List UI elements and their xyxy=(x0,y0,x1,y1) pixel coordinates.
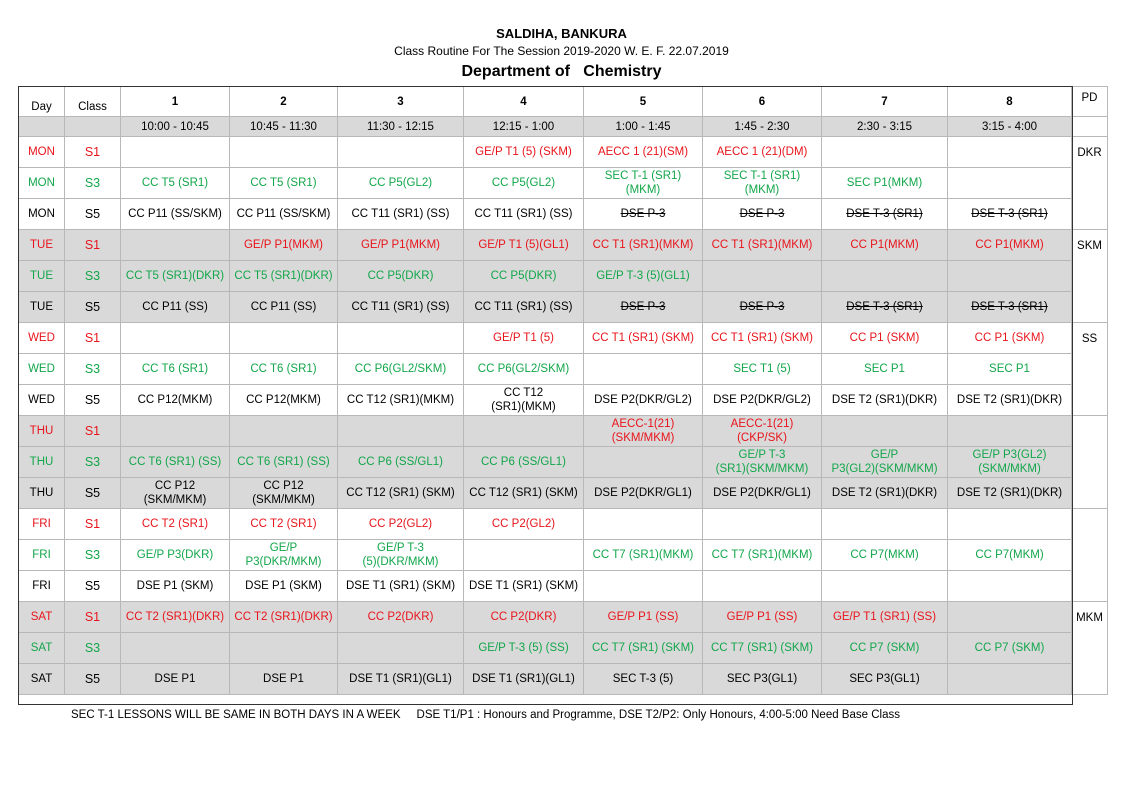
schedule-row xyxy=(19,664,1108,695)
class-cell: S1 xyxy=(65,416,121,447)
schedule-cell: CC P6 (SS/GL1) xyxy=(338,447,464,478)
schedule-cell: CC P1(MKM) xyxy=(822,230,948,261)
schedule-cell: CC P2(DKR) xyxy=(464,602,584,633)
class-cell: S1 xyxy=(65,509,121,540)
schedule-cell xyxy=(230,633,338,664)
day-cell: THU xyxy=(19,478,65,509)
schedule-cell xyxy=(584,509,703,540)
schedule-cell: DSE P2(DKR/GL2) xyxy=(584,385,703,416)
schedule-cell: CC P6(GL2/SKM) xyxy=(464,354,584,385)
class-cell: S1 xyxy=(65,323,121,354)
schedule-cell xyxy=(338,633,464,664)
schedule-cell xyxy=(121,633,230,664)
pd-column-header: PD xyxy=(1072,87,1108,117)
schedule-cell xyxy=(948,416,1072,447)
schedule-cell: CC T7 (SR1) (SKM) xyxy=(703,633,822,664)
schedule-cell: CC P5(GL2) xyxy=(338,168,464,199)
day-cell: WED xyxy=(19,354,65,385)
schedule-cell: GE/P T-3 (SR1)(SKM/MKM) xyxy=(703,447,822,478)
schedule-cell: SEC P3(GL1) xyxy=(703,664,822,695)
class-cell: S5 xyxy=(65,292,121,323)
schedule-cell xyxy=(338,323,464,354)
schedule-cell: CC P7(MKM) xyxy=(948,540,1072,571)
schedule-cell: GE/P T1 (5)(GL1) xyxy=(464,230,584,261)
schedule-cell: CC T12 (SR1)(MKM) xyxy=(464,385,584,416)
schedule-cell xyxy=(584,447,703,478)
class-cell: S3 xyxy=(65,540,121,571)
schedule-cell: GE/P T1 (5) xyxy=(464,323,584,354)
schedule-row xyxy=(19,571,1108,602)
schedule-cell: SEC P1 xyxy=(822,354,948,385)
period-header-row xyxy=(19,87,1108,117)
schedule-cell: DSE T2 (SR1)(DKR) xyxy=(822,385,948,416)
schedule-cell: CC T7 (SR1)(MKM) xyxy=(703,540,822,571)
day-column-header: Day xyxy=(19,87,65,117)
schedule-cell: DSE T1 (SR1)(GL1) xyxy=(338,664,464,695)
class-cell: S3 xyxy=(65,168,121,199)
schedule-cell xyxy=(822,416,948,447)
schedule-cell: GE/P T1 (5) (SKM) xyxy=(464,137,584,168)
schedule-cell: GE/P P1 (SS) xyxy=(584,602,703,633)
day-cell: THU xyxy=(19,447,65,478)
schedule-cell: CC P5(DKR) xyxy=(464,261,584,292)
class-column-header: Class xyxy=(65,87,121,117)
schedule-cell xyxy=(822,137,948,168)
schedule-cell: CC P12 (SKM/MKM) xyxy=(121,478,230,509)
schedule-cell xyxy=(584,354,703,385)
schedule-cell xyxy=(121,416,230,447)
schedule-cell: DSE P-3 xyxy=(703,199,822,230)
schedule-cell: SEC P1 xyxy=(948,354,1072,385)
schedule-cell: GE/P P1(MKM) xyxy=(338,230,464,261)
schedule-cell xyxy=(822,509,948,540)
schedule-row xyxy=(19,509,1108,540)
schedule-cell: DSE T-3 (SR1) xyxy=(822,199,948,230)
schedule-cell: CC T1 (SR1)(MKM) xyxy=(584,230,703,261)
day-cell: FRI xyxy=(19,509,65,540)
schedule-cell xyxy=(703,571,822,602)
time-slot-row xyxy=(19,117,1108,137)
class-routine-table xyxy=(18,86,1108,695)
period-header: 7 xyxy=(822,87,948,117)
schedule-cell: CC T5 (SR1)(DKR) xyxy=(230,261,338,292)
schedule-cell: CC T6 (SR1) xyxy=(121,354,230,385)
time-slot: 10:45 - 11:30 xyxy=(230,117,338,137)
schedule-cell: DSE T-3 (SR1) xyxy=(822,292,948,323)
schedule-cell: DSE T1 (SR1)(GL1) xyxy=(464,664,584,695)
time-row-pd-blank xyxy=(1072,117,1108,137)
schedule-cell: DSE T-3 (SR1) xyxy=(948,292,1072,323)
schedule-cell: SEC T1 (5) xyxy=(703,354,822,385)
day-cell: SAT xyxy=(19,633,65,664)
schedule-cell xyxy=(822,571,948,602)
class-cell: S5 xyxy=(65,664,121,695)
schedule-cell xyxy=(464,416,584,447)
schedule-cell: GE/P P1(MKM) xyxy=(230,230,338,261)
schedule-cell: CC T1 (SR1) (SKM) xyxy=(584,323,703,354)
day-cell: MON xyxy=(19,168,65,199)
schedule-cell: CC P6(GL2/SKM) xyxy=(338,354,464,385)
schedule-cell: DSE T1 (SR1) (SKM) xyxy=(338,571,464,602)
schedule-cell: AECC 1 (21)(SM) xyxy=(584,137,703,168)
schedule-cell: AECC-1(21) (SKM/MKM) xyxy=(584,416,703,447)
institution-title: SALDIHA, BANKURA xyxy=(496,26,627,41)
schedule-cell: CC P5(GL2) xyxy=(464,168,584,199)
schedule-cell xyxy=(584,571,703,602)
class-cell: S1 xyxy=(65,230,121,261)
schedule-row xyxy=(19,168,1108,199)
schedule-cell: CC T2 (SR1)(DKR) xyxy=(230,602,338,633)
period-header: 1 xyxy=(121,87,230,117)
schedule-row xyxy=(19,261,1108,292)
schedule-row xyxy=(19,292,1108,323)
day-cell: THU xyxy=(19,416,65,447)
schedule-cell: AECC-1(21) (CKP/SK) xyxy=(703,416,822,447)
schedule-cell: CC P5(DKR) xyxy=(338,261,464,292)
schedule-cell: DSE T-3 (SR1) xyxy=(948,199,1072,230)
schedule-cell xyxy=(948,509,1072,540)
schedule-cell xyxy=(338,416,464,447)
schedule-cell: DSE P1 (SKM) xyxy=(230,571,338,602)
schedule-cell: CC T11 (SR1) (SS) xyxy=(464,292,584,323)
schedule-row xyxy=(19,354,1108,385)
schedule-cell: CC T11 (SR1) (SS) xyxy=(464,199,584,230)
schedule-row xyxy=(19,540,1108,571)
schedule-cell: SEC T-1 (SR1) (MKM) xyxy=(703,168,822,199)
schedule-cell: CC T7 (SR1)(MKM) xyxy=(584,540,703,571)
schedule-cell: DSE T2 (SR1)(DKR) xyxy=(948,385,1072,416)
time-row-blank xyxy=(19,117,65,137)
day-cell: SAT xyxy=(19,664,65,695)
schedule-cell: CC P11 (SS/SKM) xyxy=(121,199,230,230)
day-cell: FRI xyxy=(19,540,65,571)
schedule-cell xyxy=(948,571,1072,602)
day-cell: WED xyxy=(19,385,65,416)
schedule-cell: CC P12 (SKM/MKM) xyxy=(230,478,338,509)
schedule-cell xyxy=(948,261,1072,292)
schedule-cell: CC T11 (SR1) (SS) xyxy=(338,199,464,230)
schedule-cell xyxy=(121,137,230,168)
schedule-row xyxy=(19,385,1108,416)
period-header: 5 xyxy=(584,87,703,117)
period-header: 3 xyxy=(338,87,464,117)
schedule-cell: CC T5 (SR1) xyxy=(121,168,230,199)
schedule-cell xyxy=(948,602,1072,633)
schedule-cell: CC T5 (SR1) xyxy=(230,168,338,199)
day-cell: TUE xyxy=(19,292,65,323)
schedule-cell: CC P2(GL2) xyxy=(464,509,584,540)
schedule-cell: DSE T2 (SR1)(DKR) xyxy=(822,478,948,509)
schedule-cell xyxy=(703,261,822,292)
period-header: 4 xyxy=(464,87,584,117)
schedule-cell: GE/P T-3 (5)(DKR/MKM) xyxy=(338,540,464,571)
class-cell: S5 xyxy=(65,199,121,230)
class-cell: S5 xyxy=(65,571,121,602)
pd-cell: MKM xyxy=(1072,602,1108,695)
schedule-row xyxy=(19,416,1108,447)
time-slot: 1:45 - 2:30 xyxy=(703,117,822,137)
schedule-cell: CC T2 (SR1) xyxy=(230,509,338,540)
day-cell: TUE xyxy=(19,230,65,261)
schedule-row xyxy=(19,602,1108,633)
schedule-cell xyxy=(703,509,822,540)
schedule-cell: DSE P-3 xyxy=(703,292,822,323)
schedule-cell: DSE T2 (SR1)(DKR) xyxy=(948,478,1072,509)
schedule-cell: DSE P2(DKR/GL1) xyxy=(703,478,822,509)
schedule-cell: CC T5 (SR1)(DKR) xyxy=(121,261,230,292)
schedule-cell: CC T11 (SR1) (SS) xyxy=(338,292,464,323)
time-row-blank xyxy=(65,117,121,137)
time-slot: 1:00 - 1:45 xyxy=(584,117,703,137)
schedule-row xyxy=(19,633,1108,664)
schedule-cell: CC P12(MKM) xyxy=(121,385,230,416)
schedule-cell: CC T2 (SR1)(DKR) xyxy=(121,602,230,633)
schedule-cell: DSE P1 (SKM) xyxy=(121,571,230,602)
class-cell: S1 xyxy=(65,602,121,633)
schedule-cell: CC P12(MKM) xyxy=(230,385,338,416)
schedule-cell xyxy=(338,137,464,168)
schedule-cell xyxy=(822,261,948,292)
schedule-cell: CC T6 (SR1) xyxy=(230,354,338,385)
schedule-cell xyxy=(230,137,338,168)
footer-note: SEC T-1 LESSONS WILL BE SAME IN BOTH DAYS IN A WEEK DSE T1/P1 : Honours and Programme, DSE T2/P2: Only Honours, 4:00-5:00 Need Base Class xyxy=(71,709,900,721)
schedule-cell: CC P11 (SS) xyxy=(230,292,338,323)
schedule-cell: CC P7 (SKM) xyxy=(948,633,1072,664)
period-header: 6 xyxy=(703,87,822,117)
schedule-cell: DSE P1 xyxy=(230,664,338,695)
schedule-row xyxy=(19,447,1108,478)
schedule-cell: SEC T-1 (SR1) (MKM) xyxy=(584,168,703,199)
period-header: 2 xyxy=(230,87,338,117)
time-slot: 12:15 - 1:00 xyxy=(464,117,584,137)
schedule-cell: SEC T-3 (5) xyxy=(584,664,703,695)
pd-cell xyxy=(1072,416,1108,509)
schedule-row xyxy=(19,323,1108,354)
day-cell: MON xyxy=(19,137,65,168)
day-cell: WED xyxy=(19,323,65,354)
schedule-cell: DSE T1 (SR1) (SKM) xyxy=(464,571,584,602)
schedule-cell: GE/P T-3 (5)(GL1) xyxy=(584,261,703,292)
schedule-cell: GE/P P3(DKR/MKM) xyxy=(230,540,338,571)
schedule-cell: CC T1 (SR1) (SKM) xyxy=(703,323,822,354)
class-cell: S3 xyxy=(65,261,121,292)
schedule-cell: CC P7(MKM) xyxy=(822,540,948,571)
department-title: Department of Chemistry xyxy=(461,63,662,80)
schedule-cell: DSE P2(DKR/GL2) xyxy=(703,385,822,416)
time-slot: 3:15 - 4:00 xyxy=(948,117,1072,137)
day-cell: MON xyxy=(19,199,65,230)
schedule-cell xyxy=(948,168,1072,199)
schedule-cell xyxy=(121,323,230,354)
schedule-cell: DSE P-3 xyxy=(584,199,703,230)
schedule-cell: GE/P T1 (SR1) (SS) xyxy=(822,602,948,633)
schedule-cell: GE/P P3(GL2) (SKM/MKM) xyxy=(948,447,1072,478)
schedule-cell xyxy=(230,416,338,447)
schedule-cell: CC T12 (SR1) (SKM) xyxy=(338,478,464,509)
time-slot: 2:30 - 3:15 xyxy=(822,117,948,137)
schedule-cell: DSE P1 xyxy=(121,664,230,695)
schedule-cell: CC T12 (SR1) (SKM) xyxy=(464,478,584,509)
schedule-cell xyxy=(230,323,338,354)
schedule-cell: CC T6 (SR1) (SS) xyxy=(230,447,338,478)
schedule-row xyxy=(19,478,1108,509)
schedule-cell xyxy=(948,664,1072,695)
day-cell: SAT xyxy=(19,602,65,633)
schedule-cell: CC T1 (SR1)(MKM) xyxy=(703,230,822,261)
schedule-cell xyxy=(948,137,1072,168)
schedule-cell: AECC 1 (21)(DM) xyxy=(703,137,822,168)
class-cell: S3 xyxy=(65,447,121,478)
schedule-row xyxy=(19,230,1108,261)
schedule-row xyxy=(19,137,1108,168)
schedule-cell: CC P6 (SS/GL1) xyxy=(464,447,584,478)
schedule-cell: SEC P1(MKM) xyxy=(822,168,948,199)
schedule-cell: CC T12 (SR1)(MKM) xyxy=(338,385,464,416)
class-cell: S1 xyxy=(65,137,121,168)
class-cell: S3 xyxy=(65,354,121,385)
schedule-cell: CC P1 (SKM) xyxy=(948,323,1072,354)
day-cell: TUE xyxy=(19,261,65,292)
schedule-cell: DSE P2(DKR/GL1) xyxy=(584,478,703,509)
class-cell: S3 xyxy=(65,633,121,664)
time-slot: 11:30 - 12:15 xyxy=(338,117,464,137)
class-cell: S5 xyxy=(65,478,121,509)
schedule-cell xyxy=(464,540,584,571)
pd-cell: SKM xyxy=(1072,230,1108,323)
schedule-cell: CC P11 (SS/SKM) xyxy=(230,199,338,230)
day-cell: FRI xyxy=(19,571,65,602)
schedule-cell: GE/P P3(DKR) xyxy=(121,540,230,571)
schedule-cell: CC P1 (SKM) xyxy=(822,323,948,354)
schedule-cell xyxy=(121,230,230,261)
pd-cell: DKR xyxy=(1072,137,1108,230)
schedule-cell: CC P1(MKM) xyxy=(948,230,1072,261)
schedule-cell: GE/P P1 (SS) xyxy=(703,602,822,633)
time-slot: 10:00 - 10:45 xyxy=(121,117,230,137)
period-header: 8 xyxy=(948,87,1072,117)
schedule-cell: CC P2(GL2) xyxy=(338,509,464,540)
schedule-cell: CC P2(DKR) xyxy=(338,602,464,633)
pd-cell xyxy=(1072,509,1108,602)
schedule-cell: CC P7 (SKM) xyxy=(822,633,948,664)
schedule-cell: CC T6 (SR1) (SS) xyxy=(121,447,230,478)
schedule-row xyxy=(19,199,1108,230)
schedule-cell: GE/P P3(GL2)(SKM/MKM) xyxy=(822,447,948,478)
class-cell: S5 xyxy=(65,385,121,416)
pd-cell: SS xyxy=(1072,323,1108,416)
schedule-cell: CC P11 (SS) xyxy=(121,292,230,323)
session-subtitle: Class Routine For The Session 2019-2020 W. E. F. 22.07.2019 xyxy=(394,44,729,58)
schedule-cell: DSE P-3 xyxy=(584,292,703,323)
schedule-cell: CC T7 (SR1) (SKM) xyxy=(584,633,703,664)
schedule-cell: SEC P3(GL1) xyxy=(822,664,948,695)
schedule-cell: GE/P T-3 (5) (SS) xyxy=(464,633,584,664)
schedule-cell: CC T2 (SR1) xyxy=(121,509,230,540)
